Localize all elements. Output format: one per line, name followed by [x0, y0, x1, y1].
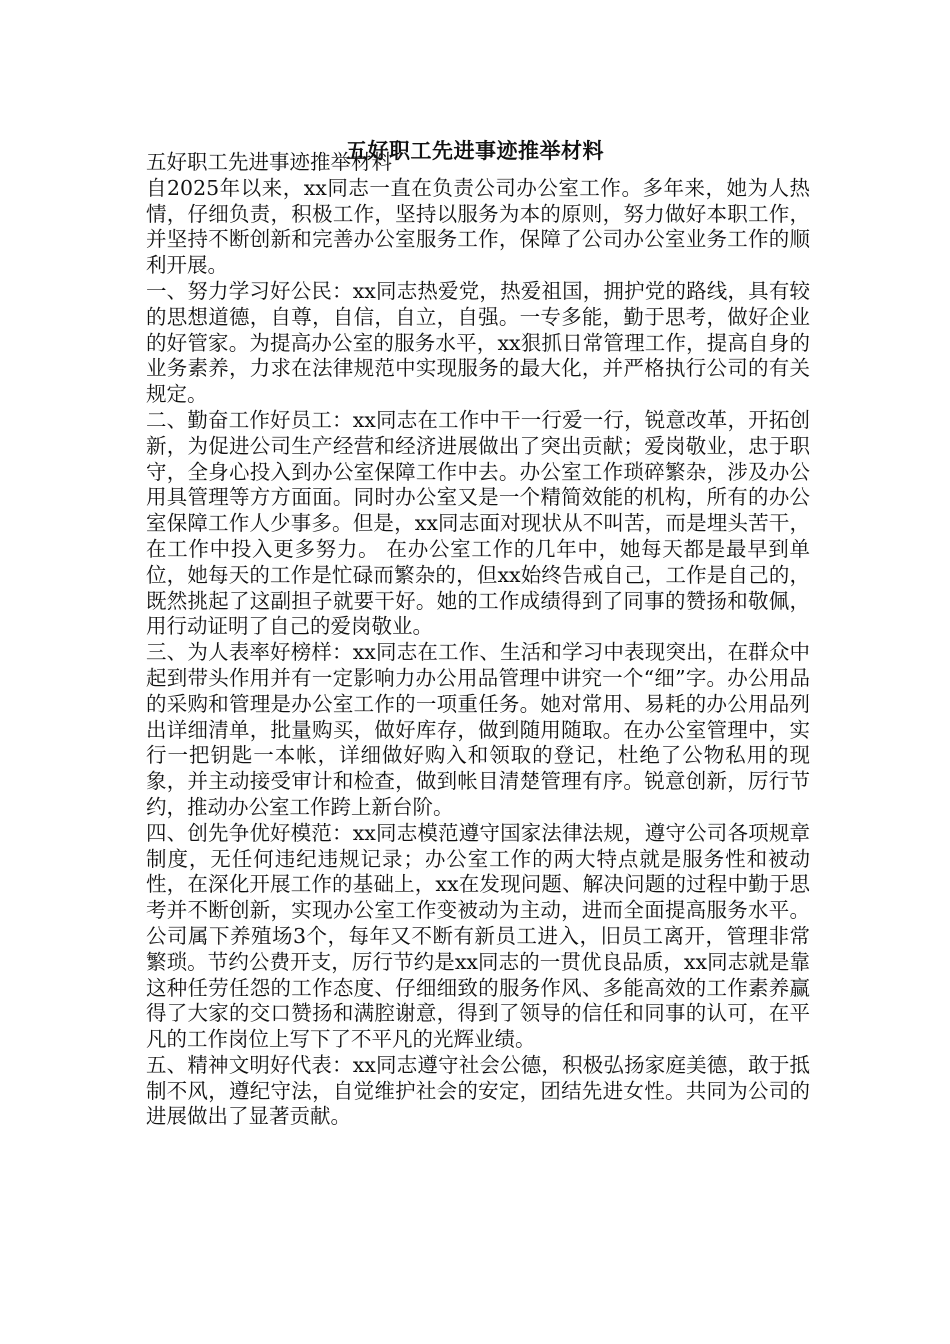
- paragraph-section-3: 三、为人表率好榜样：xx同志在工作、生活和学习中表现突出，在群众中起到带头作用并有一定影响力办公用品管理中讲究一个“细”字。办公用品的采购和管理是办公室工作的一项重任务。她对常用、易耗的办公用品列出详细清单，批量购买，做好库存，做到随用随取。在办公室管理中，实行一把钥匙一本帐，详细做好购入和领取的登记，杜绝了公物私用的现象，并主动接受审计和检查，做到帐目清楚管理有序。锐意创新，厉行节约，推动办公室工作跨上新台阶。: [146, 640, 810, 819]
- paragraph-intro: 自2025年以来，xx同志一直在负责公司办公室工作。多年来，她为人热情，仔细负责，积极工作，坚持以服务为本的原则，努力做好本职工作，并坚持不断创新和完善办公室服务工作，保障了公司办公室业务工作的顺利开展。: [146, 175, 810, 278]
- paragraph-subtitle: 五好职工先进事迹推举材料: [146, 150, 392, 174]
- paragraph-section-4: 四、创先争优好模范：xx同志模范遵守国家法律法规，遵守公司各项规章制度，无任何违纪违规记录；办公室工作的两大特点就是服务性和被动性，在深化开展工作的基础上，xx在发现问题、解决问题的过程中勤于思考并不断创新，实现办公室工作变被动为主动，进而全面提高服务水平。 公司属下养殖场3个，每年又不断有新员工进入，旧员工离开，管理非常繁琐。节约公费开支，厉行节约是xx同志的一贯优良品质，xx同志就是靠这种任劳任怨的工作态度、仔细细致的服务作风、多能高效的工作素养赢得了大家的交口赞扬和满腔谢意，得到了领导的信任和同事的认可，在平凡的工作岗位上写下了不平凡的光辉业绩。: [146, 820, 810, 1052]
- paragraph-section-2: 二、勤奋工作好员工：xx同志在工作中干一行爱一行，锐意改革，开拓创新，为促进公司生产经营和经济进展做出了突出贡献；爱岗敬业，忠于职守，全身心投入到办公室保障工作中去。办公室工作琐碎繁杂，涉及办公用具管理等方方面面。同时办公室又是一个精简效能的机构，所有的办公室保障工作人少事多。但是，xx同志面对现状从不叫苦，而是埋头苦干，在工作中投入更多努力。 在办公室工作的几年中，她每天都是最早到单位，她每天的工作是忙碌而繁杂的，但xx始终告戒自己，工作是自己的，既然挑起了这副担子就要干好。她的工作成绩得到了同事的赞扬和敬佩，用行动证明了自己的爱岗敬业。: [146, 407, 810, 639]
- paragraph-section-5: 五、精神文明好代表：xx同志遵守社会公德，积极弘扬家庭美德，敢于抵制不风，遵纪守法，自觉维护社会的安定，团结先进女性。共同为公司的进展做出了显著贡献。: [146, 1052, 810, 1129]
- document-title: 五好职工先进事迹推举材料: [346, 138, 604, 164]
- document-body: [146, 150, 810, 1130]
- paragraph-section-1: 一、努力学习好公民：xx同志热爱党，热爱祖国，拥护党的路线，具有较的思想道德，自尊，自信，自立，自强。一专多能，勤于思考，做好企业的好管家。为提高办公室的服务水平，xx狠抓日常管理工作，提高自身的业务素养，力求在法律规范中实现服务的最大化，并严格执行公司的有关规定。: [146, 278, 810, 407]
